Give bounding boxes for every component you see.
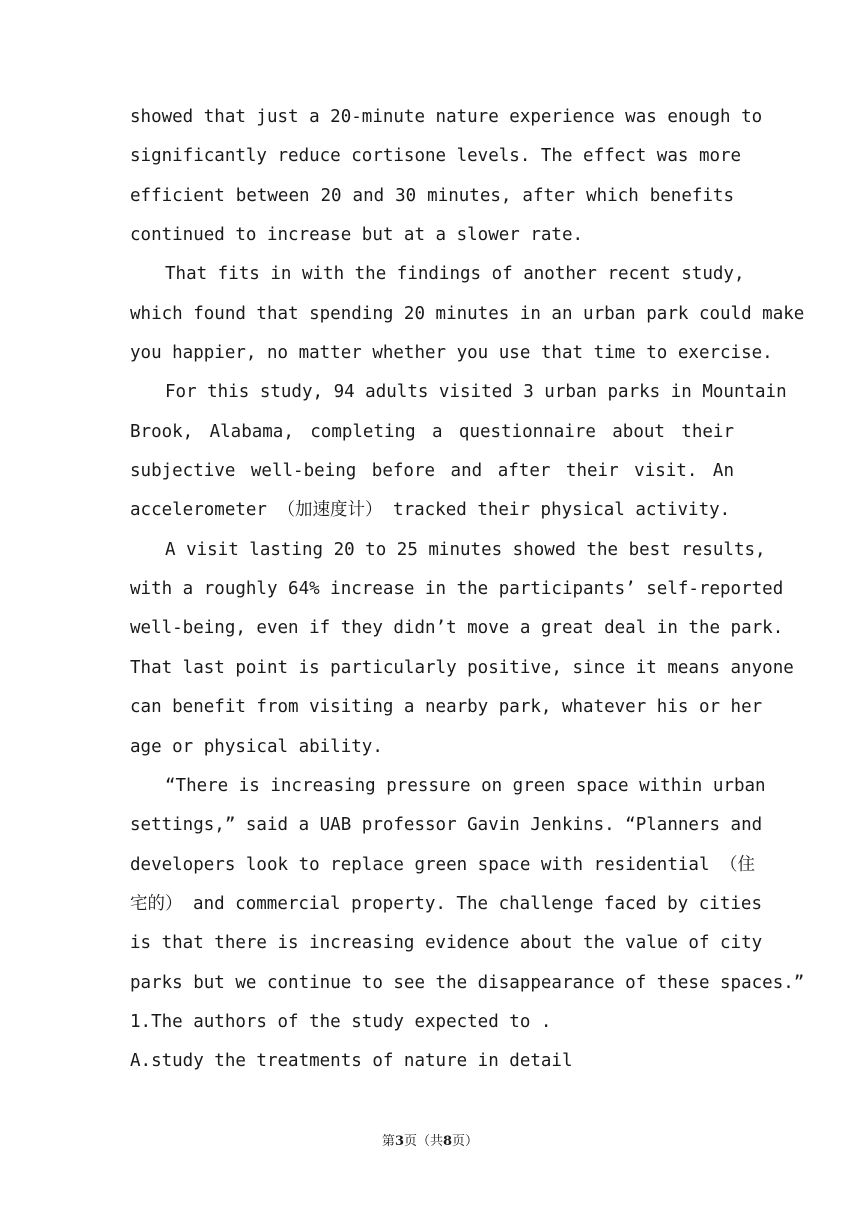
text-line: 1.The authors of the study expected to . (130, 1011, 552, 1032)
footer-middle: 页（共 (403, 1134, 443, 1149)
text-line: developers look to replace green space with residential （住 (130, 854, 756, 875)
text-line: parks but we continue to see the disappearance of these spaces.” (130, 972, 805, 993)
paragraph (130, 531, 794, 767)
text-line: A visit lasting 20 to 25 minutes showed the best results, (165, 539, 766, 560)
text-line: is that there is increasing evidence about the value of city (130, 933, 763, 954)
text-line: efficient between 20 and 30 minutes, after which benefits (130, 185, 734, 206)
text-line: That last point is particularly positive, since it means anyone (130, 657, 794, 678)
page-footer (0, 1130, 860, 1149)
paragraph (130, 373, 787, 530)
footer-total-pages: 8 (443, 1134, 453, 1149)
text-line: That fits in with the findings of another recent study, (165, 264, 745, 285)
footer-suffix: 页） (452, 1134, 479, 1149)
text-line: A.study the treatments of nature in detail (130, 1051, 573, 1072)
text-line: 宅的） and commercial property. The challenge faced by cities (130, 893, 762, 914)
footer-page-number: 3 (394, 1134, 404, 1149)
text-line: well-being, even if they didn’t move a great deal in the park. (130, 618, 784, 639)
text-line: continued to increase but at a slower rate. (130, 225, 584, 246)
text-line: showed that just a 20-minute nature experience was enough to (130, 107, 763, 127)
text-line: For this study, 94 adults visited 3 urban parks in Mountain (165, 382, 787, 403)
text-line: “There is increasing pressure on green space within urban (165, 775, 766, 796)
text-line: significantly reduce cortisone levels. The effect was more (130, 146, 742, 167)
text-line: which found that spending 20 minutes in an urban park could make (130, 303, 805, 324)
paragraph (130, 255, 805, 373)
text-line: subjective well-being before and after their visit. An (130, 461, 734, 482)
text-line: with a roughly 64% increase in the participants’ self-reported (130, 579, 784, 600)
paragraph (130, 1042, 734, 1081)
text-line: accelerometer （加速度计） tracked their physical activity. (130, 500, 731, 521)
article-body (130, 98, 805, 1082)
text-line: age or physical ability. (130, 736, 383, 757)
paragraph (130, 98, 763, 255)
text-line: you happier, no matter whether you use that time to exercise. (130, 343, 773, 364)
text-line: can benefit from visiting a nearby park, whatever his or her (130, 697, 763, 718)
paragraph (130, 1003, 734, 1042)
paragraph (130, 767, 805, 1003)
text-line: settings,” said a UAB professor Gavin Jenkins. “Planners and (130, 815, 763, 836)
footer-prefix: 第 (381, 1134, 395, 1149)
text-line: Brook, Alabama, completing a questionnaire about their (130, 421, 734, 442)
